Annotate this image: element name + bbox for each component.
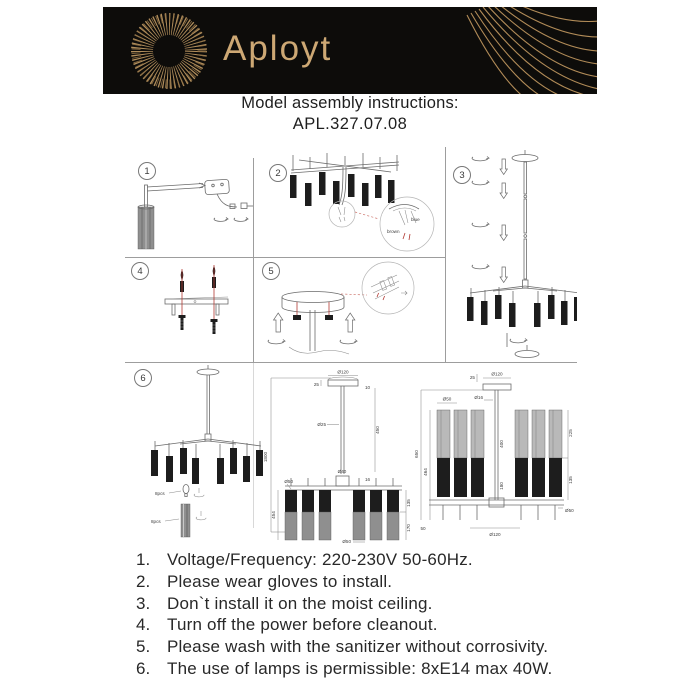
shade-cylinder	[138, 205, 154, 249]
instruction-number: 2.	[136, 571, 151, 591]
dim-right-upper: 135	[406, 499, 411, 507]
instruction-text: Voltage/Frequency: 220-230V 50-60Hz.	[167, 550, 473, 569]
dim-shade-dia: Ø50	[284, 479, 293, 484]
instruction-text: Please wash with the sanitizer without corrosivity.	[167, 637, 549, 657]
step-badge-5: 5	[262, 262, 280, 280]
dim-bottom-dia: Ø50	[342, 539, 351, 543]
mounting-bar	[165, 297, 228, 315]
dim-rod-length: 450	[375, 426, 380, 434]
dim-hub-side: 16	[365, 477, 371, 482]
wire-joint-circle	[329, 201, 355, 227]
step-badge-1: 1	[138, 162, 156, 180]
banner-rays-decoration	[407, 7, 597, 94]
instruction-item-2	[136, 571, 586, 593]
assembled-chandelier	[151, 365, 263, 484]
drop-rod-and-cable	[289, 310, 349, 354]
step-badge-2: 2	[269, 164, 287, 182]
chandelier-body	[467, 280, 577, 327]
side-dimension-view	[414, 372, 574, 538]
dim-right-lower2: 135	[568, 476, 573, 484]
dim-canopy-dia2: Ø120	[491, 371, 503, 377]
step4-diagram	[125, 257, 253, 362]
rotate-arrow-icon	[214, 218, 248, 222]
shade-parts-count	[151, 504, 206, 537]
chandelier-frame	[291, 153, 399, 173]
dim-total-height2: 650	[414, 450, 419, 458]
instruction-number: 4.	[136, 615, 151, 635]
wire-label-blue: blue	[411, 217, 420, 222]
dim-bottom-left: 50	[420, 526, 426, 531]
grid-vertical-divider-1	[253, 158, 254, 363]
instruction-number: 3.	[136, 593, 151, 613]
dim-rod-mid: 400	[499, 440, 504, 448]
dim-top-offset: 25	[469, 375, 475, 380]
instruction-text: Please wear gloves to install.	[167, 571, 393, 591]
detail-callout-line	[341, 294, 367, 295]
rod-segments	[524, 162, 527, 279]
title-block	[0, 94, 700, 134]
pcs-shade-label: 8pcs	[151, 519, 161, 524]
lock-nuts	[293, 302, 333, 320]
instruction-text: The use of lamps is permissible: 8xE14 max 40W.	[167, 658, 553, 678]
front-view-shades	[285, 490, 399, 540]
pcs-bulb-label: 8pcs	[155, 491, 165, 496]
down-arrow-icons	[500, 159, 507, 283]
step5-diagram	[253, 257, 445, 362]
instruction-text: Don`t install it on the moist ceiling.	[167, 593, 433, 613]
front-dimension-view	[263, 370, 411, 544]
dim-shade-height: 464	[423, 468, 428, 476]
model-number: APL.327.07.08	[292, 115, 408, 133]
arm-and-bracket	[145, 179, 230, 207]
alignment-red-lines	[182, 265, 214, 333]
dim-canopy-left: 25	[313, 382, 319, 387]
dim-rod-low: 180	[499, 482, 504, 490]
up-arrow-icons	[274, 313, 355, 332]
step2-diagram	[253, 147, 445, 257]
dim-arm-dia: Ø50	[565, 508, 574, 513]
dim-rod-dia: Ø25	[317, 422, 326, 427]
page-title: Model assembly instructions:	[241, 94, 459, 112]
grid-vertical-divider-2	[445, 147, 446, 363]
instruction-item-1	[136, 549, 586, 571]
dim-rod-dia2: Ø16	[474, 395, 483, 400]
instruction-item-5	[136, 636, 586, 658]
instruction-item-4	[136, 614, 586, 636]
dim-hub-dia: Ø40	[337, 469, 347, 474]
brand-banner	[103, 7, 597, 94]
instruction-item-6	[136, 658, 586, 680]
wiring-detail-circle	[380, 197, 434, 251]
candle-bulbs	[180, 266, 216, 292]
drop-wire	[339, 167, 346, 205]
wire-label-brown: brown	[387, 229, 400, 234]
step-badge-3: 3	[453, 166, 471, 184]
rotate-arrow-icons	[268, 340, 357, 344]
instruction-text: Turn off the power before cleanout.	[167, 615, 438, 635]
step1-diagram	[125, 155, 253, 255]
instruction-number: 6.	[136, 658, 151, 678]
grid-horizontal-divider-1	[125, 257, 446, 258]
step6-diagram	[125, 362, 577, 543]
dim-right-lower: 170	[406, 524, 411, 532]
sunburst-logo-icon	[125, 10, 213, 94]
shade-cylinders	[290, 172, 395, 206]
grid-horizontal-divider-2	[125, 362, 577, 363]
step-badge-4: 4	[131, 262, 149, 280]
screws	[179, 315, 218, 334]
instruction-list	[136, 549, 586, 680]
canopy	[512, 150, 538, 162]
dim-bottom-dia2: Ø120	[489, 532, 501, 537]
bulb-parts-count	[155, 485, 204, 497]
dim-canopy-right: 10	[365, 385, 371, 390]
detail-callout-line	[355, 212, 379, 219]
instruction-number: 1.	[136, 550, 151, 569]
grid-vertical-divider-faint	[253, 363, 254, 528]
dim-shade-dia2: Ø50	[442, 396, 452, 402]
step-badge-6: 6	[134, 369, 152, 387]
dim-canopy-dia: Ø120	[337, 369, 349, 375]
dim-body-height: 454	[271, 511, 276, 519]
instruction-number: 5.	[136, 637, 151, 657]
side-view-shades	[437, 410, 562, 497]
cable-and-connectors	[217, 194, 253, 209]
dim-total-height: 1800	[263, 451, 268, 463]
bracket-detail-circle	[362, 262, 414, 314]
bottom-finial	[507, 333, 539, 358]
ceiling-canopy	[282, 292, 344, 313]
instruction-item-3	[136, 593, 586, 615]
brand-name: Aployt	[223, 29, 333, 68]
rotate-arrow-icons	[472, 157, 489, 269]
step3-diagram	[445, 147, 577, 362]
dim-right-upper2: 225	[568, 429, 573, 437]
